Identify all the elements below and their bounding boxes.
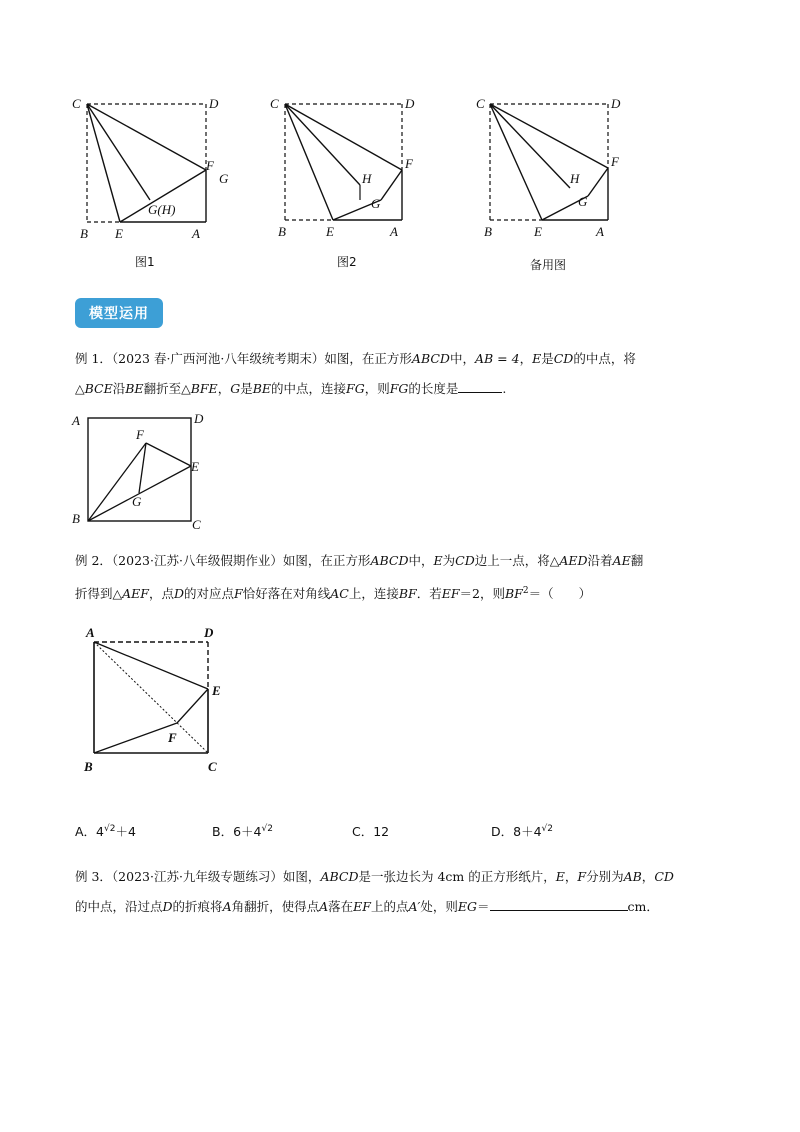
ex1-label-f: F <box>136 427 144 442</box>
ex1-label-a: A <box>72 413 80 428</box>
fig3-label-f: F <box>611 154 619 169</box>
example-1-figure <box>0 405 800 535</box>
fig3-label-c: C <box>476 96 485 111</box>
figure-3 <box>476 96 621 239</box>
ex2-label-d: D <box>204 625 214 640</box>
ex2-label-a: A <box>86 625 95 640</box>
ex1-label-d: D <box>194 411 204 426</box>
fig2-label-a: A <box>390 224 398 239</box>
ex1-label-b: B <box>72 511 80 526</box>
section-banner: 模型运用 <box>75 298 163 328</box>
example-2-figure <box>0 615 800 775</box>
fig1-label-d: D <box>209 96 219 111</box>
option-a: A．$4^{√2}+4$ <box>75 823 136 839</box>
fig2-label-d: D <box>405 96 415 111</box>
ex2-label-e: E <box>212 683 221 698</box>
fig2-label-b: B <box>278 224 286 239</box>
top-figures <box>0 0 800 280</box>
ex1-label-g: G <box>132 494 142 509</box>
figure-1 <box>72 96 229 241</box>
fig1-label-b: B <box>80 226 88 241</box>
fig1-label-c: C <box>72 96 81 111</box>
ex1-label-c: C <box>192 517 201 532</box>
fig1-label-gh: G(H) <box>148 202 176 217</box>
fig2-label-e: E <box>326 224 334 239</box>
example-1-answer-blank <box>458 378 502 393</box>
ex2-label-f: F <box>168 730 177 745</box>
fig2-label-c: C <box>270 96 279 111</box>
example-3-answer-blank <box>490 896 628 911</box>
fig3-label-d: D <box>611 96 621 111</box>
fig3-label-b: B <box>484 224 492 239</box>
fig2-label-h: H <box>362 171 372 186</box>
ex2-label-b: B <box>84 759 93 774</box>
example-1-text: 例 1．（2023 春·广西河池·八年级统考期末）如图，在正方形ABCD中，AB = 4，E是CD的中点，将 △BCE沿BE翻折至△BFE，G是BE的中点，连接FG，则FG的长度是 . <box>75 351 636 396</box>
figure-3-caption: 备用图 <box>530 258 567 272</box>
option-c: C．12 <box>352 824 390 839</box>
option-b: B．$6+4^{√2}$ <box>212 823 273 839</box>
figure-1-caption: 图1 <box>135 255 155 269</box>
option-d: D．$8+4^{√2}$ <box>491 823 553 839</box>
figure-2-caption: 图2 <box>337 255 357 269</box>
figure-2 <box>270 96 415 239</box>
fig1-label-e: E <box>115 226 123 241</box>
fig1-label-f: F <box>206 158 214 173</box>
fig2-label-g: G <box>371 196 381 211</box>
ex2-label-c: C <box>208 759 217 774</box>
fig3-label-e: E <box>534 224 542 239</box>
example-2-text: 例 2．（2023·江苏·八年级假期作业）如图，在正方形ABCD中，E为CD边上一点，将△AED沿着AE翻 折得到△AEF，点D的对应点F恰好落在对角线AC上，连接BF．若EF＝2，则$BF^2=$（ ） <box>75 553 644 602</box>
ex1-label-e: E <box>191 459 199 474</box>
fig2-label-f: F <box>405 156 413 171</box>
fig1-label-a: A <box>192 226 200 241</box>
fig3-label-a: A <box>596 224 604 239</box>
fig3-label-g: G <box>578 194 588 209</box>
fig3-label-h: H <box>570 171 580 186</box>
fig1-label-g-out: G <box>219 171 229 186</box>
example-3-text: 例 3．（2023·江苏·九年级专题练习）如图，ABCD是一张边长为 4cm 的正方形纸片，E，F分别为AB，CD 的中点，沿过点D的折痕将A角翻折，使得点A落在EF上的点A′处，则EG＝ cm． <box>75 869 674 914</box>
